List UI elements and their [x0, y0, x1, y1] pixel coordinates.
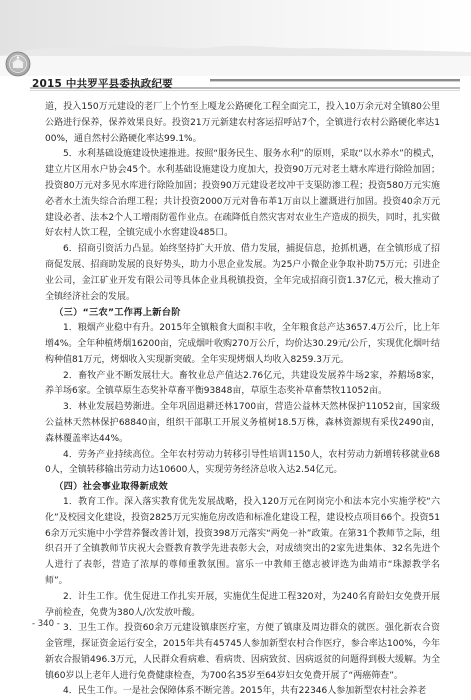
- page-header: [0, 0, 471, 98]
- section-heading: （四）社会事业取得新成效: [54, 481, 169, 493]
- header-title: 2015 中共罗平县委执政纪要: [32, 78, 173, 90]
- body-paragraph: 4．劳务产业持续高位。全年农村劳动力转移引导性培训1150人，农村劳动力新增转移就业680人，全镇转移输出劳动力达10600人，实现劳务经济总收入达2.54亿元。: [45, 449, 440, 476]
- body-paragraph: 6．招商引资活力凸显。始终坚持扩大开放、借力发展，捕捉信息，抢抓机遇，在全镇形成了招商促发展、招商助发展的良好势头，助力小思企业发展。为25户小微企业争取补助75万元；引进企业公司，金江矿业开发有限公司等具体企业具税镇投资，全年完成招商引资1.37亿元，极大推动了全镇经济社会的发展。: [45, 244, 440, 302]
- body-paragraph: 5．水利基础设施建设快速推进。按照“服务民生、服务水利”的原则，采取“以水养水”的模式，建立片区用水户协会45个。水利基础设施建设力度加大，投资90万元对老土塘水库进行除险加固；投资80万元对多见水库进行除险加固；投资90万元建设老坟冲干支渠防渗工程；投资580万元实施必者水土流失综合治理工程；共计投资2000万元对鲁布革1万亩以上灌溉进行加固。投资40余万元建设必者、法本2个人工增雨防雹作业点。在疏降低自然灾害对农业生产造成的损失，同时，扎实做好农村人饮工程，全镇完成小水窖建设485口。: [45, 149, 440, 239]
- body-paragraph: 2．畜牧产业不断发展壮大。畜牧业总产值达2.76亿元，共建设发展养牛场2家，养鹅场8家，养羊场6家。全镇草原生态奖补草畜平衡93848亩，草原生态奖补草畜禁牧11052亩。: [45, 370, 440, 397]
- body-paragraph: 1．教育工作。深入落实教育优先发展战略，投入120万元在阿岗完小和法本完小实施学校“六化”及校园文化建设，投资2825万元实施危房改造和标准化建设工程，建设校点项目66个。投资516余万元实施中小学营养餐改善计划，投资398万元落实“两免一补”政策。在第31个教师节之际，组织召开了全镇教师节庆祝大会暨教育教学先进表彰大会，对成绩突出的2家先进集体、32名先进个人进行了表彰，营造了浓厚的尊师重教氛围。富乐一中教师王德志被评选为曲靖市“珠源教学名师”。: [45, 496, 440, 586]
- document-body: [45, 100, 440, 700]
- body-paragraph: 3．林业发展趋势渐进。全年巩固退耕还林1700亩，营造公益林天然林保护11052亩，国家级公益林天然林保护68840亩，组织干部职工开展义务植树18.5万株，森林资源规有采伐2490亩，森林覆盖率达44%。: [45, 402, 440, 444]
- body-paragraph: 2．计生工作。优生促进工作扎实开展，实施优生促进工程320对，为240名育龄妇女免费开展孕前检查，免费为380人/次发放叶酸。: [45, 591, 440, 618]
- body-paragraph: 3．卫生工作。投资60余万元建设镇康医疗室，方便了镇康及周边群众的就医。强化新农合资金管理，探证资金运行安全，2015年共有45745人参加新型农村合作医疗，参合率达100%，今年新农合报销496.3万元，人民群众看病难、看病贵、因病致贫、因病返贫的问题得到极大缓解。为全镇60岁以上老年人进行免费健康检查，为700名35岁至64岁妇女免费开展了“两癌筛查”。: [45, 623, 440, 681]
- section-heading: （三）“三农”工作再上新台阶: [54, 307, 181, 319]
- page-number: - 340 -: [32, 619, 60, 629]
- body-paragraph: 4．民生工作。一是社会保障体系不断完善。2015年，共有22346人参加新型农村社会养老: [63, 686, 427, 697]
- body-paragraph: 道，投入150万元建设的老厂上个竹至上嘎龙公路硬化工程全面完工，投入10万余元对全镇80公里公路进行保养，保养效果良好。投资21万元新建农村客运招呼站7个，全镇进行农村公路硬化率达100%，通自然村公路硬化率达99.1%。: [45, 102, 440, 144]
- body-paragraph: 1．粮烟产业稳中有升。2015年全镇粮食大面积丰收，全年粮食总产达3657.4万公斤，比上年增4%。全年种植烤烟16200亩，完成烟叶收购270万公斤，均价达30.29元/公斤，实现优化烟叶结构种值81万元，烤烟收入实现新突破。全年实现烤烟人均收入8259.3万元。: [45, 323, 440, 365]
- party-emblem-icon: [6, 52, 30, 76]
